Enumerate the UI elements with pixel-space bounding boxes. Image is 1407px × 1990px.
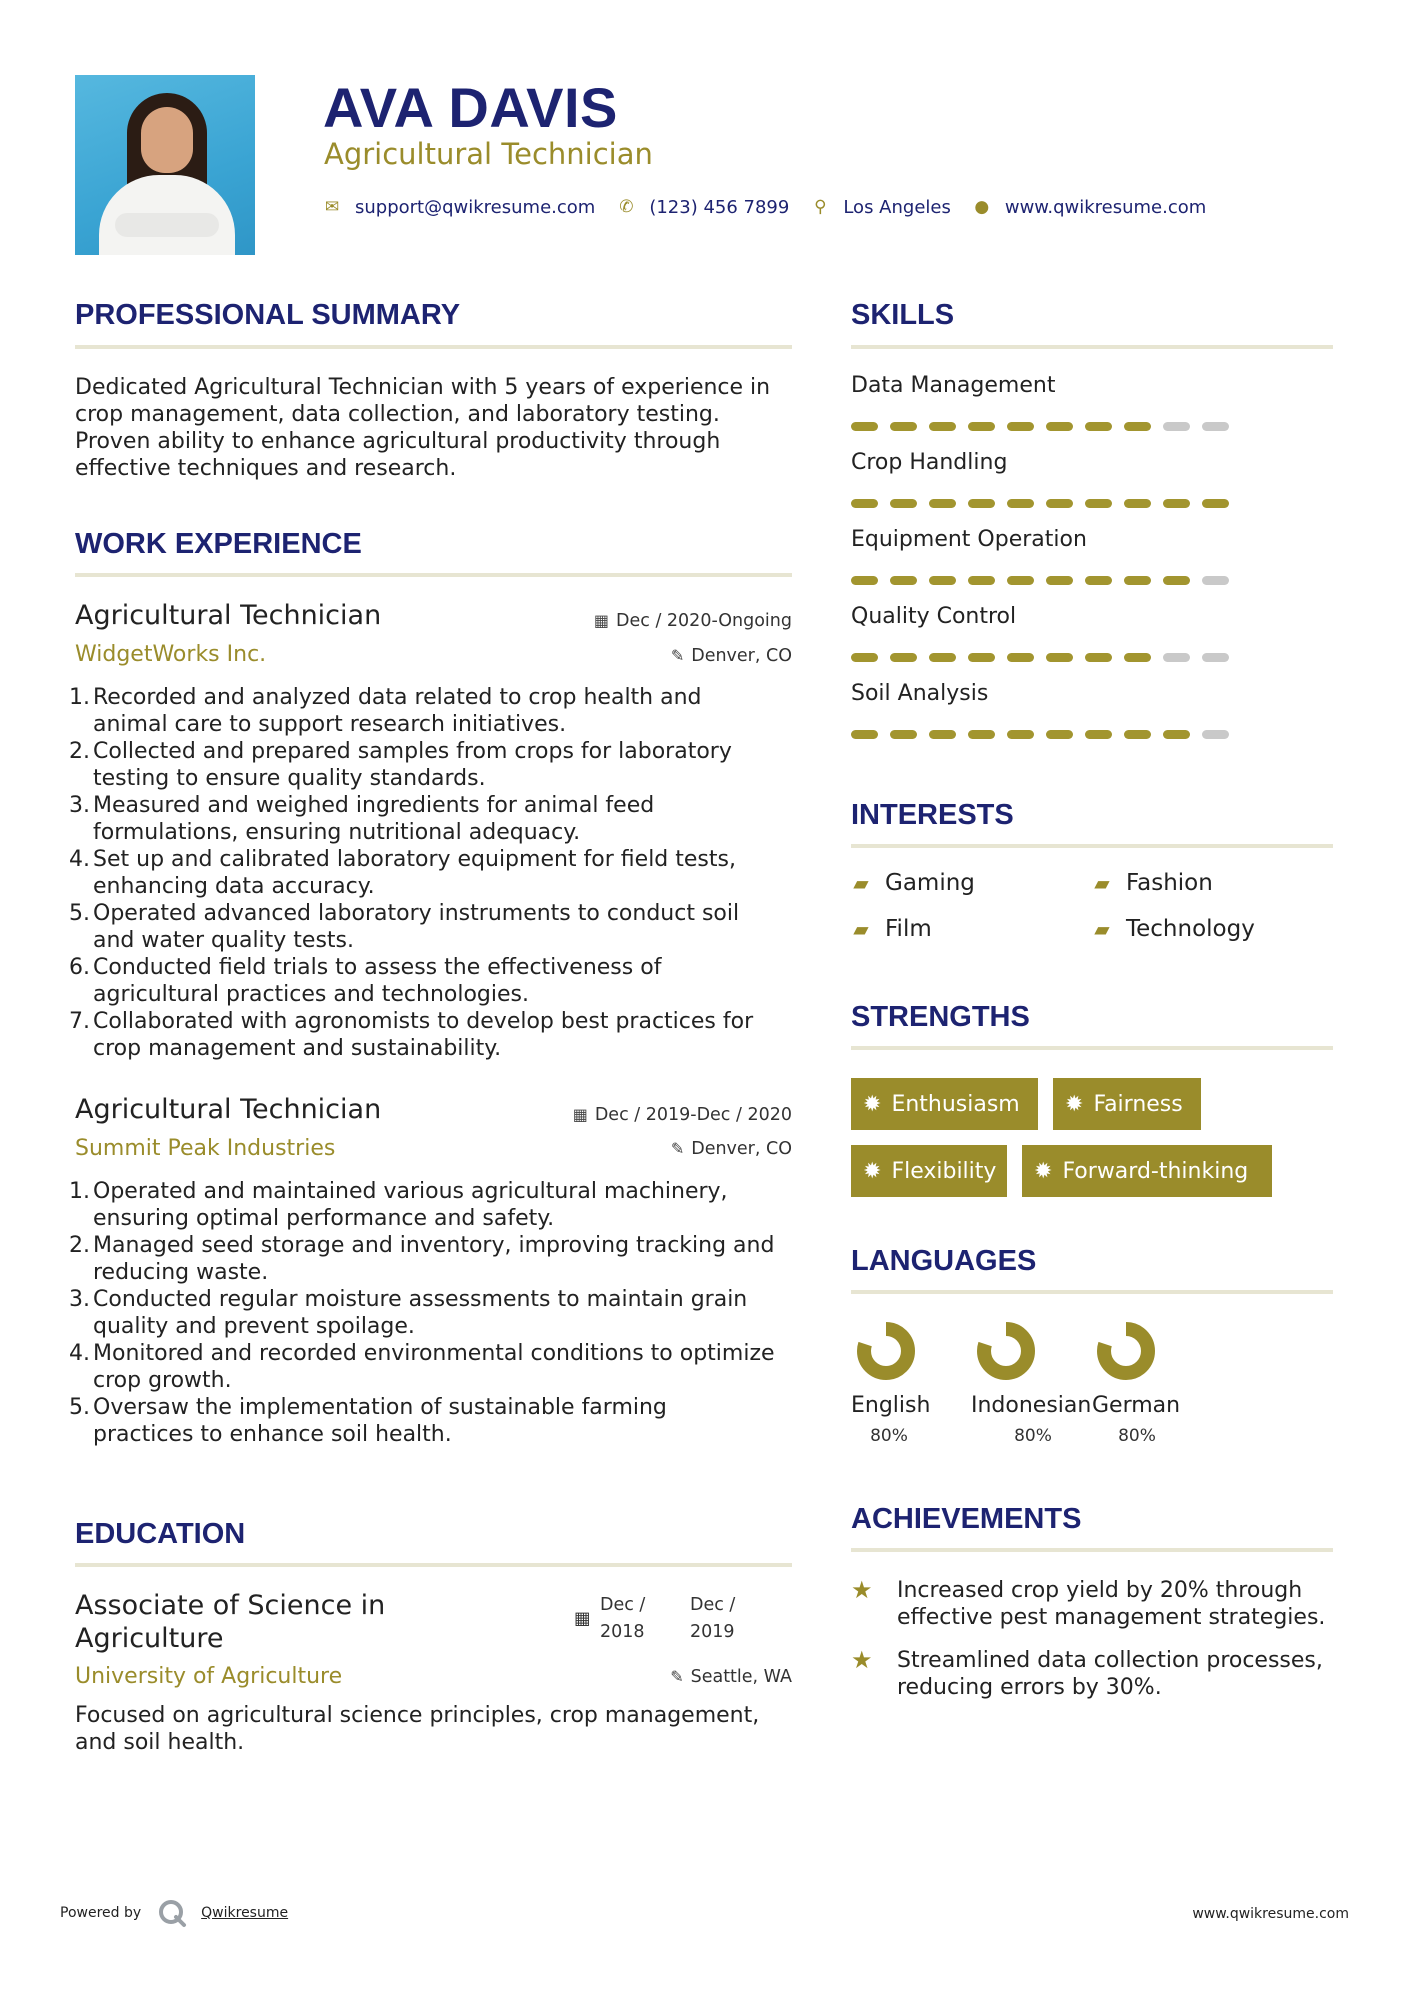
- badge-icon: ✹: [863, 1091, 882, 1117]
- skill-level-dash: [1163, 422, 1190, 431]
- edu-start-date: Dec / 2018: [600, 1595, 646, 1642]
- badge-icon: ✹: [1034, 1158, 1053, 1184]
- skill-level-dash: [968, 499, 995, 508]
- strength-badge: ✹ Enthusiasm: [851, 1078, 1038, 1130]
- qwikresume-logo-icon: [157, 1898, 187, 1928]
- skill-label: Quality Control: [851, 604, 1017, 629]
- star-icon: ★: [851, 1646, 873, 1674]
- languages-heading: LANGUAGES: [851, 1245, 1037, 1277]
- edu-location: ✎ Seattle, WA: [670, 1667, 792, 1687]
- section-divider: [851, 1290, 1333, 1294]
- skill-level-dash: [1046, 730, 1073, 739]
- skill-level-dash: [1007, 730, 1034, 739]
- skill-level-dash: [1163, 499, 1190, 508]
- skill-level-dash: [1202, 499, 1229, 508]
- skill-level-dash: [929, 422, 956, 431]
- duty-item: 6. Conducted field trials to assess the effectiveness of agricultural practices and technologies.: [69, 955, 662, 1007]
- candidate-name: AVA DAVIS: [323, 76, 618, 139]
- skill-level-dash: [1007, 576, 1034, 585]
- language-name: English: [851, 1393, 931, 1418]
- skill-level-dash: [851, 576, 878, 585]
- skill-label: Soil Analysis: [851, 681, 989, 706]
- skill-level-dash: [851, 730, 878, 739]
- profile-photo: [75, 75, 255, 255]
- duty-item: 7. Collaborated with agronomists to develop best practices for crop management and sustainability.: [69, 1009, 754, 1061]
- language-progress-ring: [977, 1322, 1035, 1380]
- skill-level-dash: [1046, 576, 1073, 585]
- strength-badge: ✹ Flexibility: [851, 1145, 1007, 1197]
- skill-level-dash: [890, 576, 917, 585]
- strength-badge: ✹ Forward-thinking: [1022, 1145, 1272, 1197]
- skill-level-dash: [1124, 576, 1151, 585]
- job-dates: ▦ Dec / 2020-Ongoing: [593, 611, 792, 631]
- skill-level-dash: [1046, 499, 1073, 508]
- school-name: University of Agriculture: [75, 1664, 343, 1689]
- edu-description: Focused on agricultural science principles, crop management, and soil health.: [75, 1703, 760, 1755]
- pin-icon: ✎: [670, 646, 685, 665]
- calendar-icon: ▦: [593, 611, 610, 630]
- skill-level-dash: [1085, 576, 1112, 585]
- achievement-item: ★ Increased crop yield by 20% through effective pest management strategies.: [851, 1576, 1326, 1630]
- skill-label: Data Management: [851, 373, 1056, 398]
- duty-item: 2. Managed seed storage and inventory, improving tracking and reducing waste.: [69, 1233, 775, 1285]
- skill-level-dash: [1202, 422, 1229, 431]
- section-divider: [851, 844, 1333, 848]
- language-percent: 80%: [1118, 1426, 1156, 1446]
- skill-level-dash: [968, 576, 995, 585]
- skill-level-dash: [1085, 499, 1112, 508]
- skill-level-dash: [851, 653, 878, 662]
- interests-heading: INTERESTS: [851, 799, 1014, 831]
- skill-level-dash: [1163, 730, 1190, 739]
- skill-level-dash: [1085, 653, 1112, 662]
- skill-level-dash: [1046, 422, 1073, 431]
- globe-icon: ●: [974, 197, 990, 217]
- skill-level-dash: [1163, 653, 1190, 662]
- interest-item: ▰ Technology: [1092, 916, 1255, 942]
- contact-bar: [323, 194, 1228, 220]
- language-percent: 80%: [870, 1426, 908, 1446]
- language-ring-arc: [984, 1329, 1028, 1373]
- skill-level-bar: [851, 499, 1241, 508]
- skill-level-dash: [1202, 576, 1229, 585]
- duty-item: 2. Collected and prepared samples from crops for laboratory testing to ensure quality standards.: [69, 739, 732, 791]
- badge-icon: ✹: [1065, 1091, 1084, 1117]
- skill-level-dash: [851, 499, 878, 508]
- star-icon: ★: [851, 1576, 873, 1604]
- summary-heading: PROFESSIONAL SUMMARY: [75, 299, 461, 331]
- duty-item: 5. Operated advanced laboratory instruments to conduct soil and water quality tests.: [69, 901, 740, 953]
- language-ring-arc: [1104, 1329, 1148, 1373]
- skill-level-dash: [968, 422, 995, 431]
- section-divider: [75, 573, 792, 577]
- job-location: ✎ Denver, CO: [670, 646, 792, 666]
- duty-item: 1. Operated and maintained various agricultural machinery, ensuring optimal performance and safety.: [69, 1179, 728, 1231]
- phone-icon: ✆: [619, 197, 634, 217]
- job-company: Summit Peak Industries: [75, 1136, 336, 1161]
- skills-heading: SKILLS: [851, 299, 955, 331]
- duty-item: 5. Oversaw the implementation of sustainable farming practices to enhance soil health.: [69, 1395, 667, 1447]
- book-icon: ▰: [1094, 917, 1110, 941]
- footer-brand-link[interactable]: Qwikresume: [201, 1905, 289, 1921]
- book-icon: ▰: [853, 917, 869, 941]
- section-divider: [851, 1548, 1333, 1552]
- section-divider: [75, 1563, 792, 1567]
- skill-level-dash: [890, 653, 917, 662]
- language-name: Indonesian: [971, 1393, 1092, 1418]
- badge-icon: ✹: [863, 1158, 882, 1184]
- achievement-item: ★ Streamlined data collection processes, reducing errors by 30%.: [851, 1646, 1323, 1700]
- candidate-title: Agricultural Technician: [324, 137, 653, 171]
- skill-level-bar: [851, 653, 1241, 662]
- skill-level-dash: [968, 730, 995, 739]
- duty-item: 3. Measured and weighed ingredients for animal feed formulations, ensuring nutritional adequacy.: [69, 793, 655, 845]
- map-marker-icon: ⚲: [814, 197, 827, 217]
- interest-item: ▰ Gaming: [851, 870, 975, 896]
- language-percent: 80%: [1014, 1426, 1052, 1446]
- skill-level-dash: [1202, 730, 1229, 739]
- pin-icon: ✎: [670, 1667, 684, 1686]
- skill-level-dash: [1007, 499, 1034, 508]
- interest-item: ▰ Fashion: [1092, 870, 1213, 896]
- experience-heading: WORK EXPERIENCE: [75, 528, 362, 560]
- skill-level-dash: [1124, 422, 1151, 431]
- duty-item: 4. Monitored and recorded environmental conditions to optimize crop growth.: [69, 1341, 775, 1393]
- contact-location: ⚲ Los Angeles: [811, 197, 951, 218]
- skill-level-bar: [851, 422, 1241, 431]
- skill-level-dash: [890, 499, 917, 508]
- pin-icon: ✎: [670, 1139, 685, 1158]
- section-divider: [75, 345, 792, 349]
- job-duties: [69, 684, 815, 1062]
- edu-end-date: Dec / 2019: [690, 1595, 736, 1642]
- language-progress-ring: [857, 1322, 915, 1380]
- skill-label: Equipment Operation: [851, 527, 1087, 552]
- duty-item: 4. Set up and calibrated laboratory equipment for field tests, enhancing data accuracy.: [69, 847, 736, 899]
- language-name: German: [1092, 1393, 1181, 1418]
- skill-level-dash: [1124, 653, 1151, 662]
- skill-level-bar: [851, 730, 1241, 739]
- contact-email[interactable]: ✉ support@qwikresume.com: [324, 196, 596, 218]
- strength-badge: ✹ Fairness: [1053, 1078, 1201, 1130]
- skill-level-dash: [1046, 653, 1073, 662]
- interest-item: ▰ Film: [851, 916, 932, 942]
- job-location: ✎ Denver, CO: [670, 1139, 792, 1159]
- book-icon: ▰: [853, 871, 869, 895]
- skill-level-dash: [929, 576, 956, 585]
- degree-title: Associate of Science in Agriculture: [75, 1590, 386, 1654]
- envelope-icon: ✉: [324, 197, 340, 217]
- footer-powered-by: Powered by Qwikresume: [60, 1898, 288, 1928]
- section-divider: [851, 1046, 1333, 1050]
- contact-website[interactable]: ● www.qwikresume.com: [974, 196, 1207, 218]
- skill-level-bar: [851, 576, 1241, 585]
- skill-label: Crop Handling: [851, 450, 1008, 475]
- skill-level-dash: [1124, 730, 1151, 739]
- skill-level-dash: [929, 499, 956, 508]
- job-title: Agricultural Technician: [75, 600, 382, 631]
- skill-level-dash: [1163, 576, 1190, 585]
- job-title: Agricultural Technician: [75, 1094, 382, 1125]
- language-ring-arc: [864, 1329, 908, 1373]
- skill-level-dash: [890, 730, 917, 739]
- skill-level-dash: [1124, 499, 1151, 508]
- summary-text: Dedicated Agricultural Technician with 5 years of experience in crop management, data collection, and laboratory testing. Proven ability to enhance agricultural productivity through effective techniques and research.: [75, 375, 771, 481]
- skill-level-dash: [929, 653, 956, 662]
- skill-level-dash: [1007, 653, 1034, 662]
- calendar-icon: ▦: [574, 1609, 591, 1629]
- skill-level-dash: [968, 653, 995, 662]
- job-duties: [69, 1178, 815, 1448]
- strengths-heading: STRENGTHS: [851, 1001, 1030, 1033]
- duty-item: 3. Conducted regular moisture assessments to maintain grain quality and prevent spoilage.: [69, 1287, 748, 1339]
- skill-level-dash: [890, 422, 917, 431]
- calendar-icon: ▦: [572, 1105, 588, 1124]
- skill-level-dash: [1085, 730, 1112, 739]
- skill-level-dash: [1085, 422, 1112, 431]
- language-progress-ring: [1097, 1322, 1155, 1380]
- book-icon: ▰: [1094, 871, 1110, 895]
- section-divider: [851, 345, 1333, 349]
- job-company: WidgetWorks Inc.: [75, 642, 267, 667]
- achievements-heading: ACHIEVEMENTS: [851, 1503, 1082, 1535]
- skill-level-dash: [1202, 653, 1229, 662]
- skill-level-dash: [929, 730, 956, 739]
- contact-phone[interactable]: ✆ (123) 456 7899: [619, 196, 790, 218]
- education-heading: EDUCATION: [75, 1518, 246, 1550]
- duty-item: 1. Recorded and analyzed data related to crop health and animal care to support research initiatives.: [69, 685, 702, 737]
- skill-level-dash: [851, 422, 878, 431]
- skill-level-dash: [1007, 422, 1034, 431]
- footer-url[interactable]: www.qwikresume.com: [1192, 1906, 1349, 1922]
- job-dates: ▦ Dec / 2019-Dec / 2020: [572, 1105, 792, 1125]
